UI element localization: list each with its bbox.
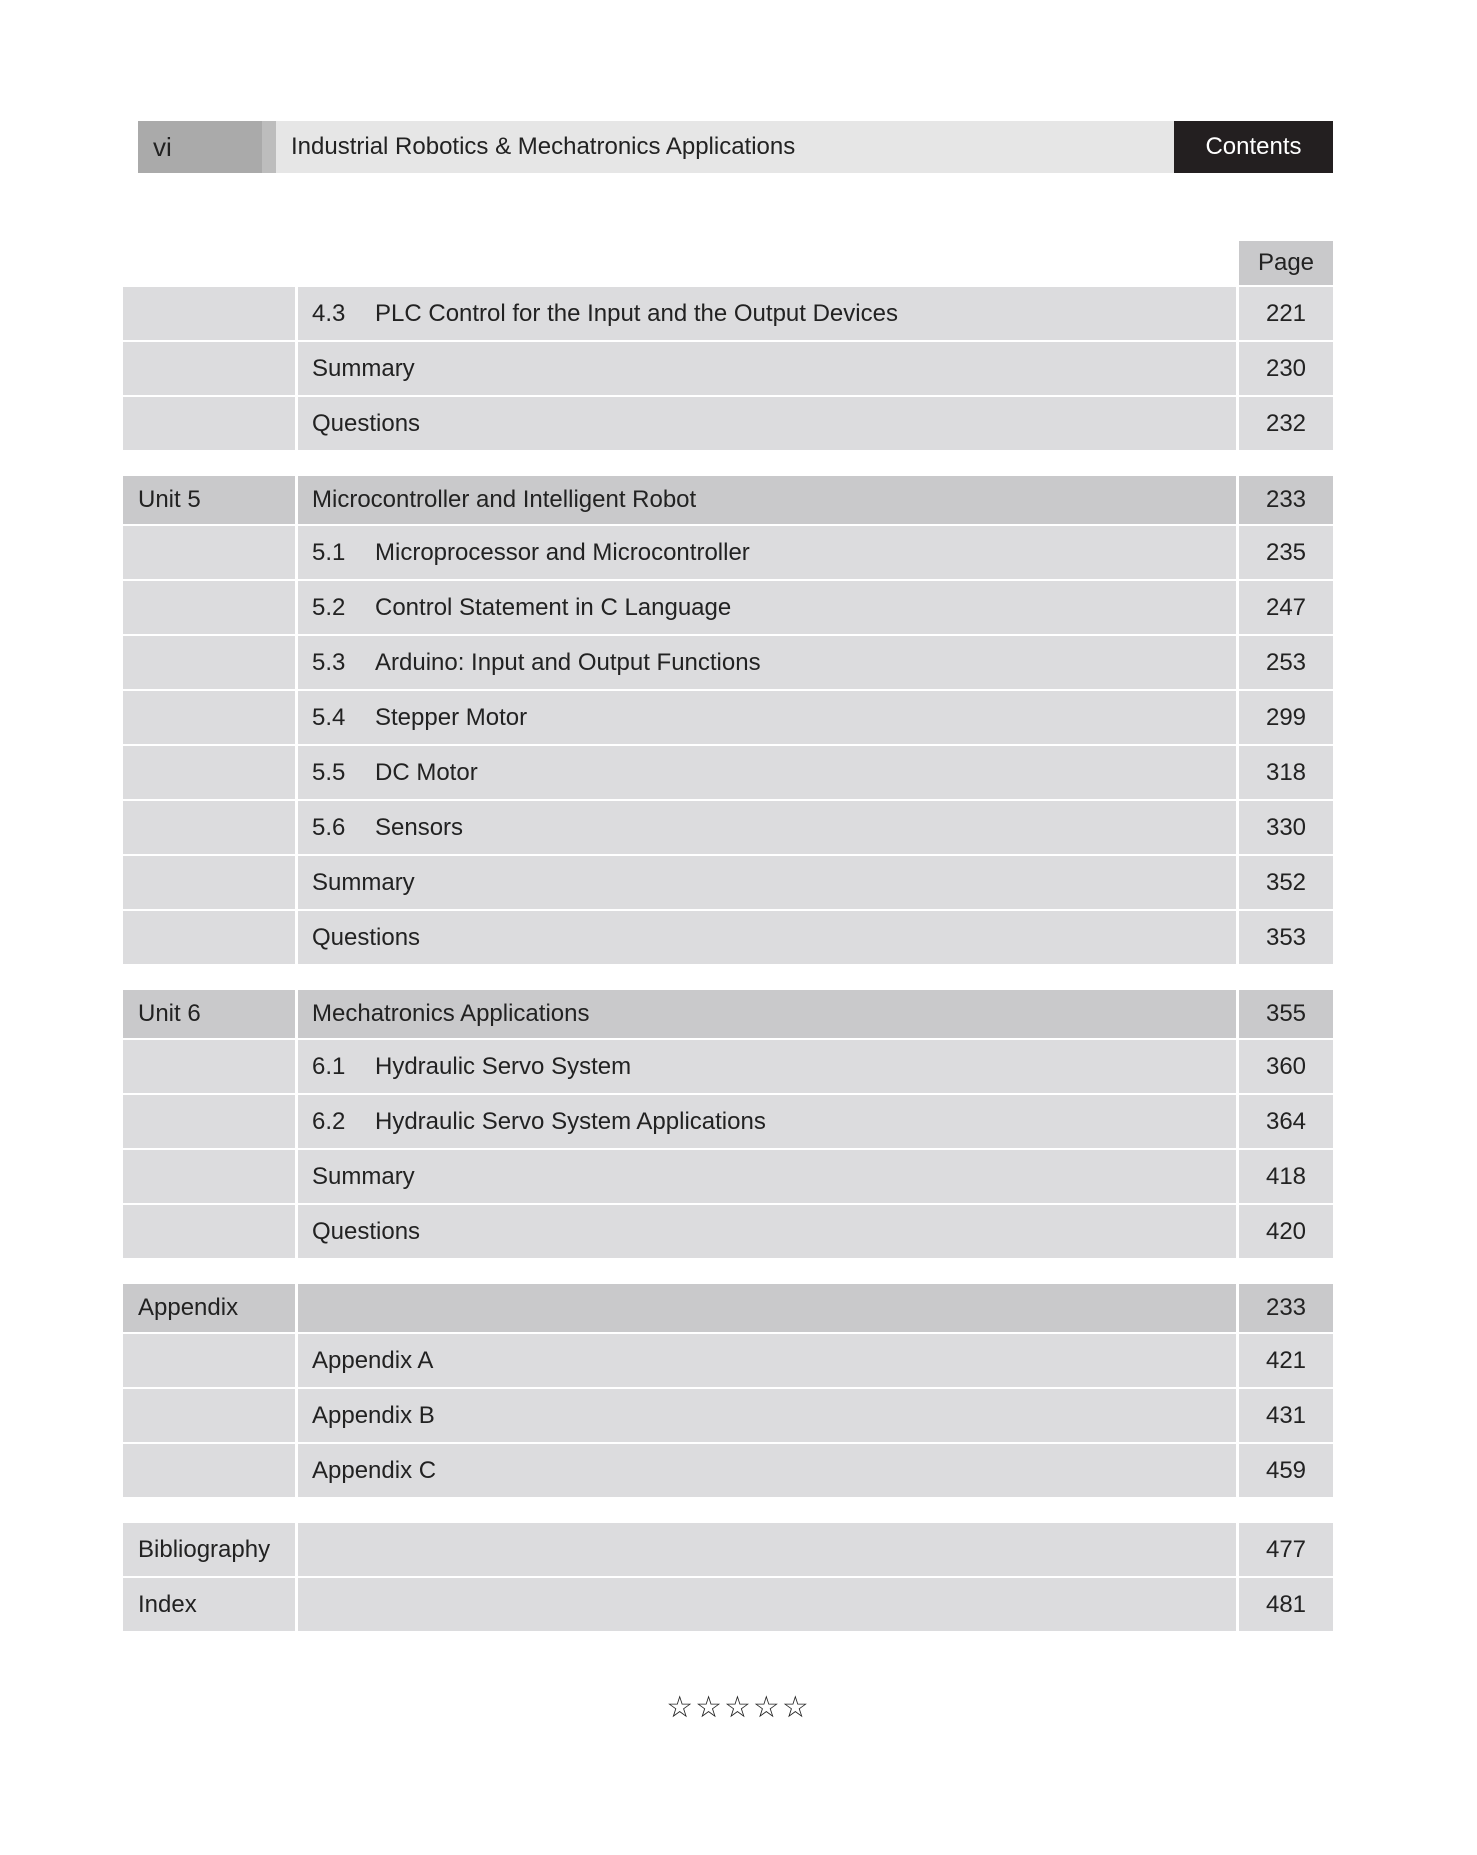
toc-row-entry xyxy=(298,1205,1236,1258)
section-title: Summary xyxy=(312,354,415,382)
toc-row-unit-cell xyxy=(123,801,295,854)
toc-row-unit-cell xyxy=(123,1334,295,1387)
section-number: 6.2 xyxy=(312,1107,346,1135)
section-page: 299 xyxy=(1239,691,1333,744)
toc-row-entry xyxy=(298,287,1236,340)
section-title: Questions xyxy=(312,923,421,951)
toc-row-unit-cell xyxy=(123,581,295,634)
toc-row-unit-cell xyxy=(123,1095,295,1148)
toc-row-entry xyxy=(298,746,1236,799)
unit-page: 233 xyxy=(1239,1284,1333,1332)
unit-header-row xyxy=(123,1284,1333,1332)
toc-row-unit-cell xyxy=(123,287,295,340)
end-entry-row xyxy=(123,1578,1333,1631)
section-title: Sensors xyxy=(375,813,464,841)
section-number: 5.4 xyxy=(312,703,346,731)
toc-group xyxy=(123,287,1333,450)
toc-row-entry xyxy=(298,342,1236,395)
toc-row-entry xyxy=(298,1444,1236,1497)
toc-row-unit-cell xyxy=(123,1444,295,1497)
toc-groups xyxy=(123,287,1333,1497)
table-of-contents xyxy=(123,241,1333,1633)
end-entry-label: Bibliography xyxy=(123,1523,295,1576)
section-page: 247 xyxy=(1239,581,1333,634)
section-page: 431 xyxy=(1239,1389,1333,1442)
toc-row-entry xyxy=(298,1150,1236,1203)
toc-group xyxy=(123,1284,1333,1497)
end-entry-label: Index xyxy=(123,1578,295,1631)
section-number: 5.1 xyxy=(312,538,346,566)
toc-row-entry xyxy=(298,801,1236,854)
toc-row xyxy=(123,1150,1333,1203)
section-page: 418 xyxy=(1239,1150,1333,1203)
toc-row xyxy=(123,1095,1333,1148)
unit-label: Unit 5 xyxy=(123,476,295,524)
toc-row xyxy=(123,1205,1333,1258)
toc-row-unit-cell xyxy=(123,1389,295,1442)
unit-title: Mechatronics Applications xyxy=(298,990,1236,1038)
toc-row-entry xyxy=(298,1040,1236,1093)
section-page: 421 xyxy=(1239,1334,1333,1387)
toc-group xyxy=(123,990,1333,1258)
section-page: 232 xyxy=(1239,397,1333,450)
end-entry-page: 477 xyxy=(1239,1523,1333,1576)
section-title: Appendix C xyxy=(312,1456,437,1484)
toc-row-entry xyxy=(298,691,1236,744)
section-title: Appendix B xyxy=(312,1401,435,1429)
toc-row-unit-cell xyxy=(123,746,295,799)
section-title: PLC Control for the Input and the Output Devices xyxy=(375,299,898,327)
toc-row-entry xyxy=(298,911,1236,964)
section-number: 5.6 xyxy=(312,813,346,841)
toc-row xyxy=(123,746,1333,799)
end-entry-row xyxy=(123,1523,1333,1576)
section-title: Appendix A xyxy=(312,1346,434,1374)
toc-row xyxy=(123,636,1333,689)
toc-row xyxy=(123,911,1333,964)
toc-row xyxy=(123,287,1333,340)
section-title: Summary xyxy=(312,1162,415,1190)
section-title: Summary xyxy=(312,868,415,896)
section-page: 420 xyxy=(1239,1205,1333,1258)
section-title: Questions xyxy=(312,1217,421,1245)
toc-row-unit-cell xyxy=(123,636,295,689)
page-column-header-row xyxy=(123,241,1333,285)
section-number: 5.5 xyxy=(312,758,346,786)
toc-row xyxy=(123,691,1333,744)
toc-row-entry xyxy=(298,397,1236,450)
toc-row-unit-cell xyxy=(123,1040,295,1093)
section-title: Microprocessor and Microcontroller xyxy=(375,538,750,566)
section-number: 6.1 xyxy=(312,1052,346,1080)
section-page: 353 xyxy=(1239,911,1333,964)
section-page: 253 xyxy=(1239,636,1333,689)
section-number: 5.2 xyxy=(312,593,346,621)
section-page: 459 xyxy=(1239,1444,1333,1497)
end-entry-blank xyxy=(298,1523,1236,1576)
toc-row-unit-cell xyxy=(123,1150,295,1203)
toc-row xyxy=(123,801,1333,854)
toc-row-entry xyxy=(298,636,1236,689)
unit-label: Appendix xyxy=(123,1284,295,1332)
section-title: Hydraulic Servo System Applications xyxy=(375,1107,766,1135)
section-page: 352 xyxy=(1239,856,1333,909)
section-page: 318 xyxy=(1239,746,1333,799)
toc-row xyxy=(123,581,1333,634)
unit-header-row xyxy=(123,990,1333,1038)
toc-row xyxy=(123,1040,1333,1093)
unit-title: Microcontroller and Intelligent Robot xyxy=(298,476,1236,524)
toc-row-entry xyxy=(298,526,1236,579)
toc-row-unit-cell xyxy=(123,911,295,964)
end-entry-blank xyxy=(298,1578,1236,1631)
unit-label: Unit 6 xyxy=(123,990,295,1038)
toc-row-entry xyxy=(298,1095,1236,1148)
section-title: Questions xyxy=(312,409,421,437)
toc-end-entries xyxy=(123,1523,1333,1631)
section-page: 230 xyxy=(1239,342,1333,395)
running-header xyxy=(138,121,1333,173)
section-page: 330 xyxy=(1239,801,1333,854)
section-page: 360 xyxy=(1239,1040,1333,1093)
unit-page: 233 xyxy=(1239,476,1333,524)
toc-row xyxy=(123,1334,1333,1387)
toc-row-unit-cell xyxy=(123,342,295,395)
section-number: 4.3 xyxy=(312,299,346,327)
toc-group xyxy=(123,476,1333,964)
section-page: 221 xyxy=(1239,287,1333,340)
toc-row-unit-cell xyxy=(123,856,295,909)
section-title: Arduino: Input and Output Functions xyxy=(375,648,761,676)
unit-title xyxy=(298,1284,1236,1332)
toc-row-unit-cell xyxy=(123,691,295,744)
toc-row xyxy=(123,342,1333,395)
end-ornament-stars: ☆☆☆☆☆ xyxy=(666,1690,811,1725)
unit-page: 355 xyxy=(1239,990,1333,1038)
section-title: Hydraulic Servo System xyxy=(375,1052,632,1080)
section-page: 235 xyxy=(1239,526,1333,579)
toc-row-entry xyxy=(298,1389,1236,1442)
toc-row-entry xyxy=(298,581,1236,634)
toc-row-unit-cell xyxy=(123,526,295,579)
unit-header-row xyxy=(123,476,1333,524)
toc-row-entry xyxy=(298,1334,1236,1387)
toc-row xyxy=(123,397,1333,450)
toc-row-unit-cell xyxy=(123,397,295,450)
toc-row-entry xyxy=(298,856,1236,909)
header-book-title: Industrial Robotics & Mechatronics Applications xyxy=(276,121,1174,173)
toc-row xyxy=(123,1389,1333,1442)
end-entry-page: 481 xyxy=(1239,1578,1333,1631)
toc-row xyxy=(123,856,1333,909)
header-page-number: vi xyxy=(138,121,276,173)
section-title: DC Motor xyxy=(375,758,478,786)
toc-row xyxy=(123,526,1333,579)
section-number: 5.3 xyxy=(312,648,346,676)
toc-row xyxy=(123,1444,1333,1497)
section-page: 364 xyxy=(1239,1095,1333,1148)
header-section-label: Contents xyxy=(1174,121,1333,173)
section-title: Control Statement in C Language xyxy=(375,593,732,621)
toc-row-unit-cell xyxy=(123,1205,295,1258)
section-title: Stepper Motor xyxy=(375,703,528,731)
page-column-header: Page xyxy=(1239,241,1333,285)
